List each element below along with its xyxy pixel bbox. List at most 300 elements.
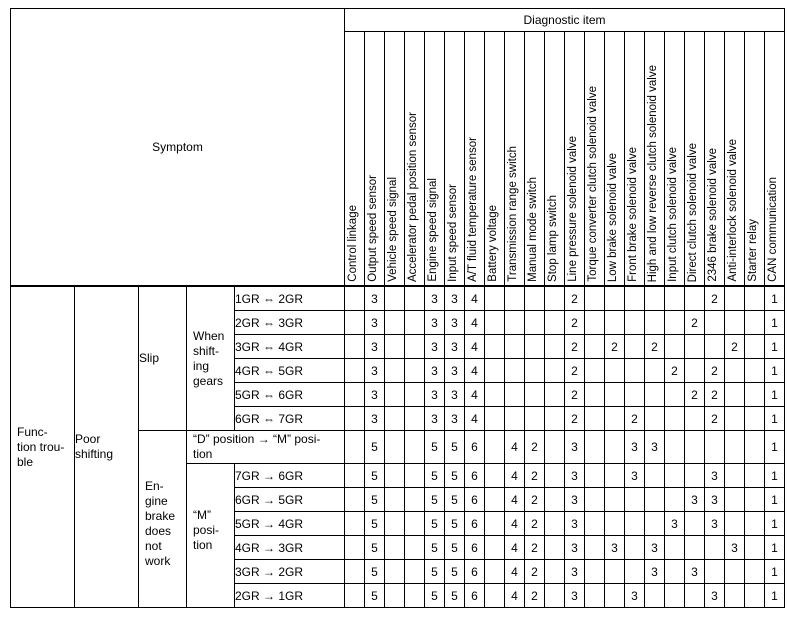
- diagnostic-value: [745, 488, 765, 512]
- diagnostic-value: 2: [565, 311, 585, 335]
- poor-shifting: [75, 286, 139, 608]
- diagnostic-value: 6: [465, 512, 485, 536]
- diagnostic-value: [725, 286, 745, 311]
- diagnostic-value: [385, 512, 405, 536]
- diagnostic-value: 4: [505, 512, 525, 536]
- diagnostic-value: 1: [765, 536, 785, 560]
- diagnostic-value: 3: [445, 359, 465, 383]
- diagnostic-value: [745, 560, 765, 584]
- diagnostic-value: [665, 431, 685, 464]
- column-header-label: CAN communication: [767, 177, 779, 282]
- diagnostic-value: 3: [645, 536, 665, 560]
- diagnostic-value: [505, 335, 525, 359]
- diagnostic-value: 1: [765, 383, 785, 407]
- diagnostic-value: [685, 584, 705, 608]
- diagnostic-value: [725, 560, 745, 584]
- engine-brake-label: En- gine brake does not work: [145, 479, 176, 568]
- symptom-header: Symptom: [11, 9, 345, 287]
- diagnostic-value: [545, 584, 565, 608]
- column-header: [365, 32, 385, 287]
- diagnostic-value: 3: [725, 536, 745, 560]
- diagnostic-value: 2: [645, 335, 665, 359]
- diagnostic-value: [485, 560, 505, 584]
- column-header-label: Input speed sensor: [447, 184, 459, 282]
- gear-change: 3GR ⇔ 4GR: [235, 335, 345, 359]
- diagnostic-value: [605, 311, 625, 335]
- diagnostic-value: 3: [445, 407, 465, 431]
- diagnostic-value: 3: [625, 431, 645, 464]
- diagnostic-value: [385, 359, 405, 383]
- diagnostic-value: [405, 512, 425, 536]
- diagnostic-value: [645, 311, 665, 335]
- diagnostic-value: 2: [725, 335, 745, 359]
- diagnostic-value: [485, 407, 505, 431]
- diagnostic-value: [725, 584, 745, 608]
- diagnostic-value: [345, 359, 365, 383]
- column-header-label: Stop lamp switch: [547, 195, 559, 282]
- diagnostic-value: 3: [365, 311, 385, 335]
- diagnostic-value: [485, 359, 505, 383]
- column-header-label: Starter relay: [747, 219, 759, 282]
- diagnostic-value: 1: [765, 335, 785, 359]
- column-header: [485, 32, 505, 287]
- column-header: [445, 32, 465, 287]
- diagnostic-value: 5: [445, 560, 465, 584]
- diagnostic-value: 2: [525, 488, 545, 512]
- column-header: [625, 32, 645, 287]
- column-header-label: 2346 brake solenoid valve: [707, 148, 719, 282]
- gear-change: 3GR → 2GR: [235, 560, 345, 584]
- diagnostic-value: [345, 286, 365, 311]
- diagnostic-value: [585, 584, 605, 608]
- column-header: [405, 32, 425, 287]
- diagnostic-value: [345, 383, 365, 407]
- diagnostic-value: 3: [705, 584, 725, 608]
- function-trouble: [11, 286, 75, 608]
- diagnostic-value: 3: [565, 431, 585, 464]
- diagnostic-value: [605, 488, 625, 512]
- diagnostic-value: [585, 335, 605, 359]
- column-header: [665, 32, 685, 287]
- diagnostic-value: [685, 431, 705, 464]
- diagnostic-value: [345, 431, 365, 464]
- diagnostic-value: [525, 335, 545, 359]
- diagnostic-value: 3: [445, 383, 465, 407]
- diagnostic-value: [525, 311, 545, 335]
- diagnostic-value: 3: [445, 311, 465, 335]
- diagnostic-value: [705, 311, 725, 335]
- diagnostic-value: [385, 488, 405, 512]
- engine-brake: [139, 431, 187, 608]
- diagnostic-value: [725, 488, 745, 512]
- diagnostic-value: 1: [765, 464, 785, 488]
- diagnostic-value: [625, 536, 645, 560]
- diagnostic-value: [585, 488, 605, 512]
- diagnostic-value: [405, 383, 425, 407]
- diagnostic-value: 3: [365, 335, 385, 359]
- gear-change: 4GR → 3GR: [235, 536, 345, 560]
- diagnostic-value: [485, 536, 505, 560]
- column-header-label: Output speed sensor: [367, 175, 379, 282]
- column-header-label: Transmission range switch: [507, 146, 519, 282]
- diagnostic-value: 1: [765, 286, 785, 311]
- diagnostic-value: 3: [565, 512, 585, 536]
- diagnostic-value: [505, 407, 525, 431]
- column-header-label: Manual mode switch: [527, 177, 539, 282]
- diagnostic-value: [525, 383, 545, 407]
- diagnostic-value: [485, 311, 505, 335]
- diagnostic-value: [545, 335, 565, 359]
- diagnostic-value: 2: [685, 311, 705, 335]
- diagnostic-value: [745, 464, 765, 488]
- diagnostic-value: [405, 407, 425, 431]
- diagnostic-value: 1: [765, 311, 785, 335]
- diagnostic-value: [545, 407, 565, 431]
- diagnostic-item-header: Diagnostic item: [345, 9, 785, 32]
- diagnostic-value: [405, 359, 425, 383]
- diagnostic-value: [545, 431, 565, 464]
- function-trouble-label: Func- tion trou- ble: [17, 424, 65, 469]
- column-header: [705, 32, 725, 287]
- diagnostic-value: [605, 464, 625, 488]
- diagnostic-value: [525, 286, 545, 311]
- diagnostic-value: 6: [465, 431, 485, 464]
- diagnostic-value: [545, 536, 565, 560]
- diagnostic-value: 5: [445, 431, 465, 464]
- column-header-label: Front brake solenoid valve: [627, 147, 639, 282]
- diagnostic-value: 2: [525, 464, 545, 488]
- diagnostic-value: [585, 536, 605, 560]
- column-header-label: Accelerator pedal position sensor: [407, 111, 419, 282]
- diagnostic-value: [625, 383, 645, 407]
- diagnostic-value: [705, 560, 725, 584]
- gear-change: 5GR → 4GR: [235, 512, 345, 536]
- diagnostic-value: [665, 536, 685, 560]
- column-header-label: Engine speed signal: [427, 178, 439, 282]
- gear-change: 2GR ⇔ 3GR: [235, 311, 345, 335]
- diagnostic-value: [385, 536, 405, 560]
- diagnostic-value: [745, 512, 765, 536]
- diagnostic-value: 2: [525, 560, 545, 584]
- diagnostic-value: 3: [705, 488, 725, 512]
- diagnostic-value: [585, 464, 605, 488]
- column-header: [605, 32, 625, 287]
- diagnostic-value: [645, 407, 665, 431]
- diagnostic-value: [385, 464, 405, 488]
- diagnostic-value: 2: [705, 407, 725, 431]
- diagnostic-value: [685, 536, 705, 560]
- diagnostic-value: [485, 383, 505, 407]
- diagnostic-value: [545, 512, 565, 536]
- diagnostic-value: [585, 311, 605, 335]
- diagnostic-value: 1: [765, 359, 785, 383]
- diagnostic-value: [605, 383, 625, 407]
- diagnostic-value: 3: [705, 512, 725, 536]
- diagnostic-value: 4: [505, 431, 525, 464]
- diagnostic-value: [725, 383, 745, 407]
- column-header: [345, 32, 365, 287]
- diagnostic-value: 3: [565, 584, 585, 608]
- diagnostic-value: [685, 464, 705, 488]
- column-header-label: A/T fluid temperature sensor: [467, 137, 479, 282]
- diagnostic-value: 3: [425, 286, 445, 311]
- column-header: [525, 32, 545, 287]
- diagnostic-value: 3: [365, 407, 385, 431]
- diagnostic-value: 6: [465, 584, 485, 608]
- diagnostic-value: [405, 335, 425, 359]
- diagnostic-value: [345, 560, 365, 584]
- diagnostic-value: [585, 512, 605, 536]
- gear-change: 5GR ⇔ 6GR: [235, 383, 345, 407]
- diagnostic-value: [745, 311, 765, 335]
- diagnostic-value: 1: [765, 407, 785, 431]
- diagnostic-value: 3: [685, 560, 705, 584]
- column-header-label: Direct clutch solenoid valve: [687, 142, 699, 282]
- diagnostic-value: [645, 359, 665, 383]
- diagnostic-value: [505, 383, 525, 407]
- diagnostic-value: [345, 335, 365, 359]
- diagnostic-value: [385, 584, 405, 608]
- column-header: [465, 32, 485, 287]
- diagnostic-value: [385, 311, 405, 335]
- diagnostic-value: 5: [365, 431, 385, 464]
- diagnostic-value: 4: [465, 286, 485, 311]
- diagnostic-value: [485, 584, 505, 608]
- diagnostic-value: 2: [525, 431, 545, 464]
- column-header: [545, 32, 565, 287]
- diagnostic-value: 1: [765, 431, 785, 464]
- diagnostic-value: 4: [465, 359, 485, 383]
- diagnostic-value: 1: [765, 512, 785, 536]
- diagnostic-value: 1: [765, 560, 785, 584]
- diagnostic-value: [405, 464, 425, 488]
- column-header: [505, 32, 525, 287]
- diagnostic-value: 2: [565, 407, 585, 431]
- diagnostic-value: [625, 512, 645, 536]
- diagnostic-value: [725, 359, 745, 383]
- diagnostic-value: 3: [365, 383, 385, 407]
- diagnostic-value: 5: [445, 536, 465, 560]
- diagnostic-value: [405, 536, 425, 560]
- diagnostic-value: [625, 311, 645, 335]
- diagnostic-value: [545, 359, 565, 383]
- diagnostic-value: 4: [505, 488, 525, 512]
- diagnostic-value: 5: [425, 512, 445, 536]
- diagnostic-value: 5: [425, 536, 445, 560]
- diagnostic-value: 2: [565, 359, 585, 383]
- diagnostic-value: [745, 383, 765, 407]
- diagnostic-value: [645, 286, 665, 311]
- slip-label: Slip: [139, 351, 160, 365]
- diagnostic-value: 2: [565, 383, 585, 407]
- diagnostic-value: [625, 286, 645, 311]
- diagnostic-value: [585, 359, 605, 383]
- diagnostic-value: 3: [425, 311, 445, 335]
- column-header-label: Low brake solenoid valve: [607, 152, 619, 282]
- diagnostic-value: [525, 407, 545, 431]
- diagnostic-value: [385, 431, 405, 464]
- diagnostic-value: [405, 560, 425, 584]
- diagnostic-value: [605, 560, 625, 584]
- diagnostic-value: [725, 431, 745, 464]
- column-header: [725, 32, 745, 287]
- diagnostic-value: [645, 512, 665, 536]
- diagnostic-value: [405, 311, 425, 335]
- diagnostic-value: [485, 512, 505, 536]
- diagnostic-value: 5: [365, 536, 385, 560]
- diagnostic-value: [625, 335, 645, 359]
- diagnostic-value: 3: [665, 512, 685, 536]
- diagnostic-value: [585, 431, 605, 464]
- diagnostic-value: [665, 335, 685, 359]
- diagnostic-value: 2: [685, 383, 705, 407]
- gear-change: 7GR → 6GR: [235, 464, 345, 488]
- diagnostic-value: 6: [465, 560, 485, 584]
- column-header: [685, 32, 705, 287]
- diagnostic-value: [745, 286, 765, 311]
- column-header-label: Battery voltage: [487, 205, 499, 282]
- diagnostic-value: 3: [365, 286, 385, 311]
- column-header-label: Torque converter clutch solenoid valve: [587, 86, 599, 282]
- gear-change: 4GR ⇔ 5GR: [235, 359, 345, 383]
- diagnostic-value: [665, 584, 685, 608]
- d-to-m-position: [187, 431, 345, 464]
- diagnostic-value: 6: [465, 536, 485, 560]
- diagnostic-value: [345, 464, 365, 488]
- diagnostic-value: [345, 584, 365, 608]
- diagnostic-value: 5: [445, 464, 465, 488]
- diagnostic-value: [385, 407, 405, 431]
- diagnostic-value: 3: [565, 560, 585, 584]
- diagnostic-value: [405, 488, 425, 512]
- diagnostic-value: [705, 431, 725, 464]
- diagnostic-value: [605, 407, 625, 431]
- diagnostic-value: 4: [465, 311, 485, 335]
- diagnostic-value: [405, 431, 425, 464]
- diagnostic-value: [385, 383, 405, 407]
- diagnostic-value: [505, 286, 525, 311]
- diagnostic-value: 5: [425, 464, 445, 488]
- diagnostic-value: 3: [625, 584, 645, 608]
- gear-change: 1GR ⇔ 2GR: [235, 286, 345, 311]
- when-shifting-gears-label: When shift- ing gears: [193, 328, 225, 388]
- diagnostic-value: 2: [625, 407, 645, 431]
- diagnostic-value: [625, 560, 645, 584]
- diagnostic-value: 5: [365, 560, 385, 584]
- diagnostic-table: [10, 8, 785, 608]
- diagnostic-value: [605, 286, 625, 311]
- diagnostic-value: 2: [565, 335, 585, 359]
- column-header: [385, 32, 405, 287]
- diagnostic-value: 3: [685, 488, 705, 512]
- diagnostic-value: [345, 311, 365, 335]
- column-header: [585, 32, 605, 287]
- gear-change: 6GR → 5GR: [235, 488, 345, 512]
- diagnostic-value: [645, 488, 665, 512]
- diagnostic-value: 3: [605, 536, 625, 560]
- diagnostic-value: [625, 488, 645, 512]
- diagnostic-value: [525, 359, 545, 383]
- diagnostic-value: 5: [365, 488, 385, 512]
- diagnostic-value: [665, 383, 685, 407]
- diagnostic-value: 3: [565, 464, 585, 488]
- diagnostic-value: [745, 359, 765, 383]
- diagnostic-value: 3: [565, 536, 585, 560]
- diagnostic-value: 2: [705, 359, 725, 383]
- diagnostic-value: [345, 488, 365, 512]
- slip: [139, 286, 187, 431]
- diagnostic-value: 4: [505, 584, 525, 608]
- diagnostic-value: [545, 286, 565, 311]
- diagnostic-value: [605, 431, 625, 464]
- diagnostic-value: [665, 286, 685, 311]
- diagnostic-value: [605, 512, 625, 536]
- diagnostic-value: [745, 407, 765, 431]
- diagnostic-value: 1: [765, 584, 785, 608]
- diagnostic-value: [385, 335, 405, 359]
- diagnostic-value: [485, 488, 505, 512]
- diagnostic-value: 2: [565, 286, 585, 311]
- diagnostic-value: [685, 335, 705, 359]
- diagnostic-value: 4: [505, 464, 525, 488]
- diagnostic-value: 5: [365, 584, 385, 608]
- diagnostic-value: [705, 335, 725, 359]
- column-header: [645, 32, 665, 287]
- diagnostic-value: [625, 359, 645, 383]
- diagnostic-value: 5: [445, 584, 465, 608]
- diagnostic-value: 4: [465, 383, 485, 407]
- diagnostic-value: [545, 560, 565, 584]
- column-header-label: Input clutch solenoid valve: [667, 147, 679, 282]
- d-to-m-position-label: “D” position → “M” posi- tion: [193, 432, 321, 461]
- diagnostic-value: [585, 383, 605, 407]
- diagnostic-value: [665, 560, 685, 584]
- gear-change: 2GR → 1GR: [235, 584, 345, 608]
- diagnostic-value: [685, 359, 705, 383]
- diagnostic-value: [545, 464, 565, 488]
- column-header-label: Vehicle speed signal: [387, 177, 399, 282]
- column-header-label: Control linkage: [347, 205, 359, 282]
- diagnostic-value: [665, 311, 685, 335]
- diagnostic-value: 2: [665, 359, 685, 383]
- diagnostic-value: [345, 536, 365, 560]
- diagnostic-value: 4: [505, 536, 525, 560]
- diagnostic-value: [605, 584, 625, 608]
- column-header-label: Anti-interlock solenoid valve: [727, 139, 739, 282]
- diagnostic-value: [725, 464, 745, 488]
- diagnostic-value: [545, 311, 565, 335]
- column-header: [425, 32, 445, 287]
- diagnostic-value: [385, 560, 405, 584]
- diagnostic-value: 5: [365, 512, 385, 536]
- diagnostic-value: 4: [465, 335, 485, 359]
- diagnostic-value: 5: [425, 431, 445, 464]
- diagnostic-value: 2: [525, 584, 545, 608]
- diagnostic-value: [665, 464, 685, 488]
- diagnostic-value: 3: [565, 488, 585, 512]
- diagnostic-value: 3: [425, 407, 445, 431]
- diagnostic-value: [485, 286, 505, 311]
- diagnostic-value: 6: [465, 464, 485, 488]
- diagnostic-value: 4: [505, 560, 525, 584]
- diagnostic-value: [585, 286, 605, 311]
- diagnostic-value: [665, 488, 685, 512]
- diagnostic-value: 3: [625, 464, 645, 488]
- diagnostic-value: 3: [425, 383, 445, 407]
- column-header: [745, 32, 765, 287]
- diagnostic-value: 2: [705, 286, 725, 311]
- diagnostic-value: 5: [425, 584, 445, 608]
